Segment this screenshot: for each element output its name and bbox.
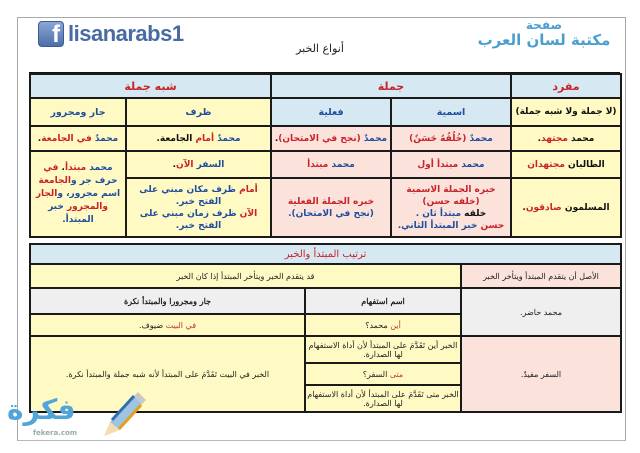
cell-ismiyya-example: محمدٌ (خُلُقُهُ حَسَنٌ) <box>391 126 511 151</box>
social-handle-text: lisanarabs1 <box>68 21 184 46</box>
table-row <box>30 126 621 151</box>
cell-fiiliyya-example: محمدٌ (نجح في الامتحان). <box>271 126 391 151</box>
subheader-row <box>30 98 621 126</box>
interrogative-explanation-1: الخبر أين تَقَدَّمَ على المبتدأ لأن أداة الاستفهام لها الصدارة. <box>305 336 461 363</box>
interrogative-example-2: متى السفر؟ <box>305 363 461 385</box>
cell-mufrad-dual: الطالبان مجتهدان <box>511 151 621 178</box>
cell-jar-majrur-example: محمدٌ في الجامعة. <box>30 126 126 151</box>
cell-mufrad-example: محمد مجتهد. <box>511 126 621 151</box>
sub-fiiliyya: فعلية <box>271 98 391 126</box>
word-order-table <box>29 243 622 413</box>
sub-mufrad: (لا جملة ولا شبه جملة) <box>511 98 621 126</box>
rule-exception: قد يتقدم الخبر ويتأخر المبتدأ إذا كان الخبر <box>30 264 461 288</box>
cell-zarf-explanation: أمام ظرف مكان مبني على الفتح خبر. الآن ظرف زمان مبني على الفتح خبر. <box>126 178 271 237</box>
group-shibh-jumla: شبه جملة <box>30 74 271 98</box>
sub-zarf: ظرف <box>126 98 271 126</box>
col-prep-phrase: جار ومجرورا والمبتدأ نكرة <box>30 288 305 314</box>
interrogative-example-1: أين محمد؟ <box>305 314 461 336</box>
brand-logo <box>464 18 624 48</box>
brand-line-1: صفحة <box>525 18 563 32</box>
document-title: أنواع الخبر <box>296 42 344 55</box>
cell-mufrad-plural: المسلمون صادقون. <box>511 178 621 237</box>
cell-ismiyya-analysis: محمد مبتدأ أول <box>391 151 511 178</box>
cell-zarf-time: السفر الآن. <box>126 151 271 178</box>
prep-phrase-explanation: الخبر في البيت تَقَدَّمَ على المبتدأ لأنه شبه جملة والمبتدأ نكرة. <box>30 336 305 412</box>
watermark-url: fekera.com <box>33 429 78 437</box>
group-jumla: جملة <box>271 74 511 98</box>
case-header-row <box>30 288 621 314</box>
cell-fiiliyya-analysis: محمد مبتدأ <box>271 151 391 178</box>
cell-jar-majrur-analysis: محمد مبتدأ. في حرف جر والجامعة اسم مجرور، والجار والمجرور خبر المبتدأ. <box>30 151 126 237</box>
cell-ismiyya-explanation: خبره الجملة الاسمية (خلقه حسن) خلقه مبتدأ ثان . حسن خبر المبتدأ الثاني. <box>391 178 511 237</box>
cell-fiiliyya-explanation: خبره الجملة الفعلية (نجح في الامتحان). <box>271 178 391 237</box>
default-example-2: السفر مفيدٌ. <box>461 336 621 412</box>
table-row <box>30 336 621 363</box>
sub-ismiyya: اسمية <box>391 98 511 126</box>
rules-row <box>30 264 621 288</box>
group-header-row <box>30 74 621 98</box>
brand-line-2: مكتبة لسان العرب <box>477 31 611 49</box>
prep-phrase-example: في البيت ضيوف. <box>30 314 305 336</box>
sub-jar-majrur: جار ومجرور <box>30 98 126 126</box>
interrogative-explanation-2: الخبر متى تَقَدَّمَ على المبتدأ لأن أداة الاستفهام لها الصدارة. <box>305 385 461 412</box>
order-title: ترتيب المبتدأ والخبر <box>30 244 621 264</box>
watermark-text: فكرة <box>7 393 76 426</box>
predicate-types-table <box>29 73 622 238</box>
order-title-row <box>30 244 621 264</box>
col-interrogative: اسم استفهام <box>305 288 461 314</box>
facebook-icon: f <box>38 21 64 47</box>
cell-zarf-example: محمدٌ أمام الجامعة. <box>126 126 271 151</box>
rule-default: الأصل أن يتقدم المبتدأ ويتأخر الخبر <box>461 264 621 288</box>
group-mufrad: مفرد <box>511 74 621 98</box>
table-row <box>30 151 621 178</box>
facebook-handle <box>38 21 184 47</box>
pencil-icon <box>100 390 148 440</box>
default-example-1: محمد حاضر. <box>461 288 621 336</box>
